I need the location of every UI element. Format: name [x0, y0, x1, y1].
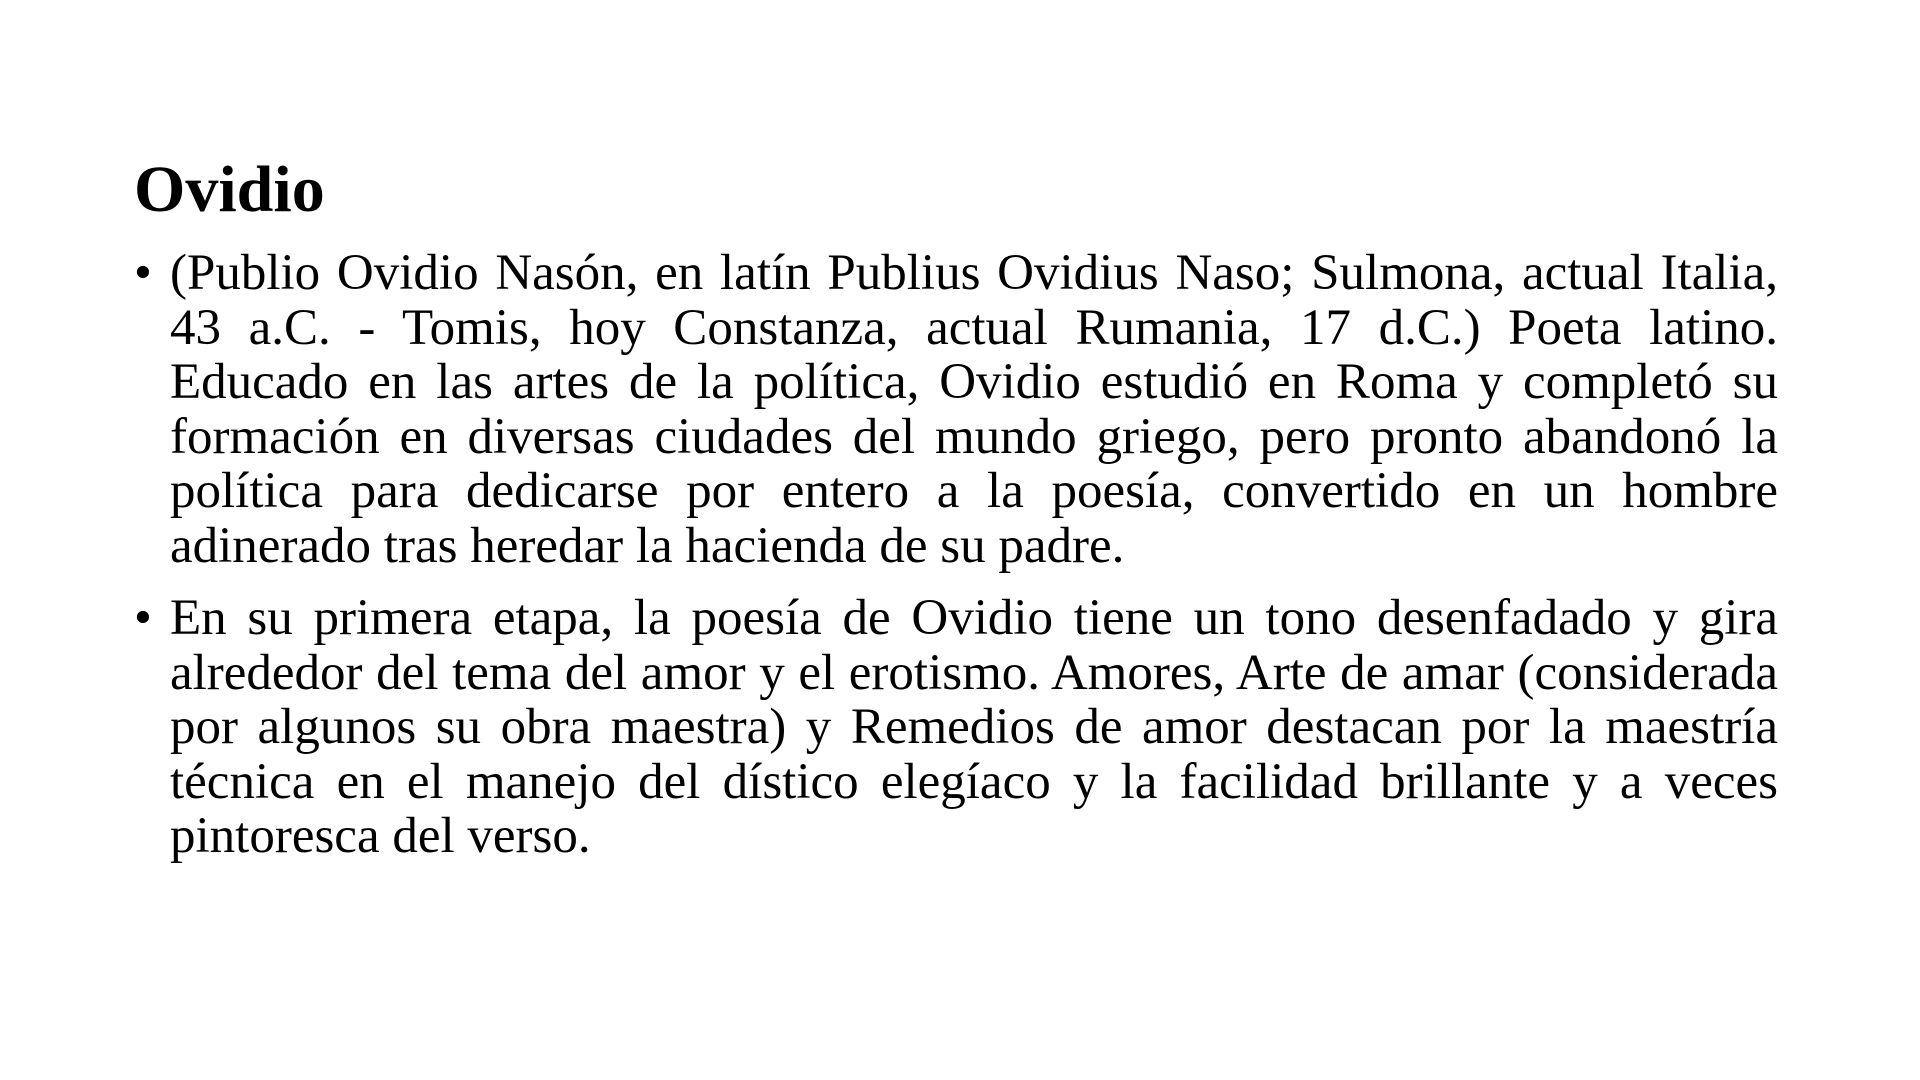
slide-title: Ovidio — [134, 153, 325, 226]
bullet-list — [134, 246, 1778, 882]
bullet-item-first-stage — [134, 591, 1778, 864]
bullet-text: En su primera etapa, la poesía de Ovidio tiene un tono desenfadado y gira alrededor del tema del amor y el erotismo. Amores, Arte de amar (considerada por algunos su obra maestra) y Remedios de amor destacan por la maestría técnica en el manejo del dístico elegíaco y la facilidad brillante y a veces pintoresca del verso. — [170, 590, 1778, 864]
bullet-icon: • — [134, 245, 152, 301]
bullet-item-biography — [134, 246, 1778, 573]
bullet-text: (Publio Ovidio Nasón, en latín Publius Ovidius Naso; Sulmona, actual Italia, 43 a.C. - Tomis, hoy Constanza, actual Rumania, 17 d.C.) Poeta latino. Educado en las artes de la política, Ovidio estudió en Roma y completó su formación en diversas ciudades del mundo griego, pero pronto abandonó la política para dedicarse por entero a la poesía, convertido en un hombre adinerado tras heredar la hacienda de su padre. — [170, 245, 1778, 574]
bullet-icon: • — [134, 590, 152, 646]
